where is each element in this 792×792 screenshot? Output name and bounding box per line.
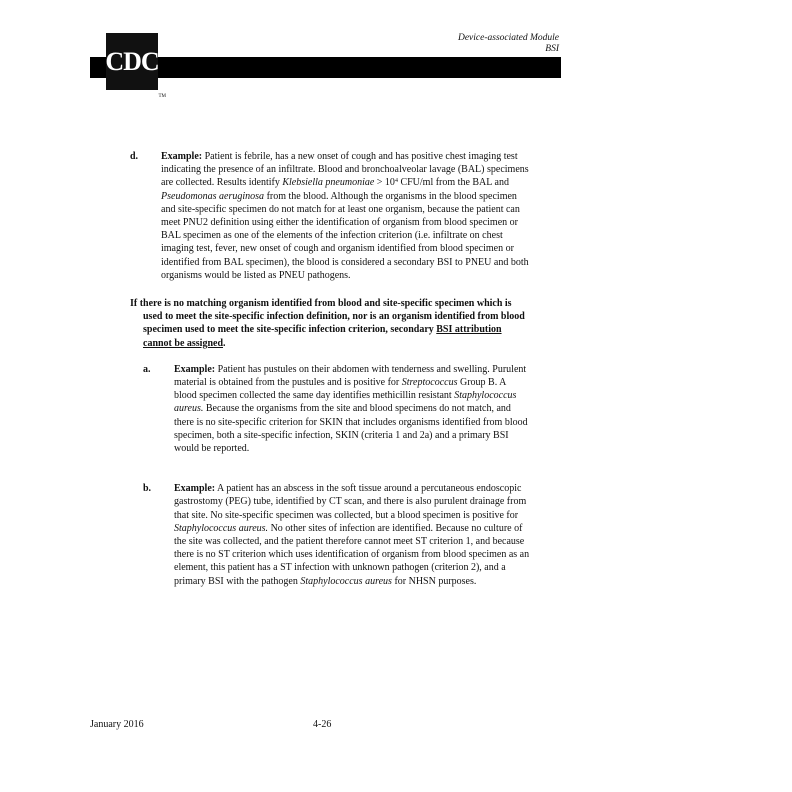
cdc-logo xyxy=(105,33,166,99)
header-bar xyxy=(90,57,561,78)
running-header xyxy=(458,33,559,55)
organism-name: Staphylococcus aureus. xyxy=(174,522,269,534)
organism-name: Klebsiella pneumoniae xyxy=(282,177,375,189)
example-text: CFU/ml from the BAL and xyxy=(397,177,509,189)
example-text: No other sites of infection are identified. Because no culture of the site was collected, and the patient therefore cannot meet ST criterion 1, and because there is no ST criterion which uses identification of organism from blood specimen as an element, this patient has a ST infection with unknown pathogen (criterion 2), and a primary BSI with the pathogen xyxy=(174,522,530,587)
example-text: Patient is febrile, has a new onset of cough and has positive chest imaging test indicating the presence of an infiltrate. Blood and bronchoalveolar lavage (BAL) specimens are collected. Results identify xyxy=(161,151,529,189)
item-marker: b. xyxy=(143,483,152,495)
example-label: Example: xyxy=(161,151,203,162)
organism-name: Staphylococcus aureus xyxy=(300,575,392,587)
example-text: A patient has an abscess in the soft tissue around a percutaneous endoscopic gastrostomy (PEG) tube, identified by CT scan, and there is also purulent drainage from that site. No site-specific specimen was collected, but a blood specimen is positive for xyxy=(174,483,527,521)
module-title: Device-associated Module xyxy=(457,33,559,43)
example-a xyxy=(143,363,530,455)
organism-name: Pseudomonas aeruginosa xyxy=(161,190,265,202)
organism-name: Staphylococcus aureus. xyxy=(174,390,517,415)
example-text: Patient has pustules on their abdomen with tenderness and swelling. Purulent material is obtained from the pustules and is positive for xyxy=(174,363,527,389)
exponent: 4 xyxy=(394,178,398,185)
example-label: Example: xyxy=(174,483,216,495)
example-b xyxy=(143,482,530,588)
page-body xyxy=(130,150,530,588)
page-number: 4-26 xyxy=(313,719,332,730)
item-marker: d. xyxy=(130,151,139,162)
example-label: Example: xyxy=(174,363,216,375)
rule-emphasis: BSI attribution cannot be assigned xyxy=(143,324,502,349)
footer-date: January 2016 xyxy=(90,719,144,730)
example-text: for NHSN purposes. xyxy=(391,575,477,587)
example-text: > 10 xyxy=(374,177,395,189)
item-marker: a. xyxy=(143,363,151,375)
rule-text: . xyxy=(223,337,226,349)
organism-name: Streptococcus xyxy=(401,377,458,389)
attribution-rule xyxy=(130,297,530,350)
example-text: Because the organisms from the site and blood specimens do not match, and there is no site-specific criterion for SKIN that includes organisms identified from blood specimen, both a site-specific infection, SKIN (criteria 1 and 2a) and a primary BSI would be reported. xyxy=(174,403,528,455)
rule-text: If there is no matching organism identified from blood and site-specific specimen which is used to meet the site-specific infection definition, nor is an organism identified from blood specimen used to meet the site-specific infection criterion, secondary xyxy=(130,298,525,336)
example-d xyxy=(130,150,530,282)
example-text: from the blood. Although the organisms in the blood specimen and site-specific specimen do not match for at least one organism, because the patient can meet PNU2 definition using either the identification of organism from blood specimen or BAL specimen as one of the elements of the infection criterion (i.e. infiltrate on chest imaging test, fever, new onset of cough and organism identified from blood specimen or identified from BAL specimen), the blood is considered a secondary BSI to PNEU and both organisms would be listed as PNEU pathogens. xyxy=(161,190,529,281)
example-text: Group B. A blood specimen collected the same day identifies methicillin resistant xyxy=(174,377,506,402)
logo-text: CDC xyxy=(105,46,159,76)
trademark-mark: TM xyxy=(158,94,166,99)
section-title: BSI xyxy=(545,44,559,54)
